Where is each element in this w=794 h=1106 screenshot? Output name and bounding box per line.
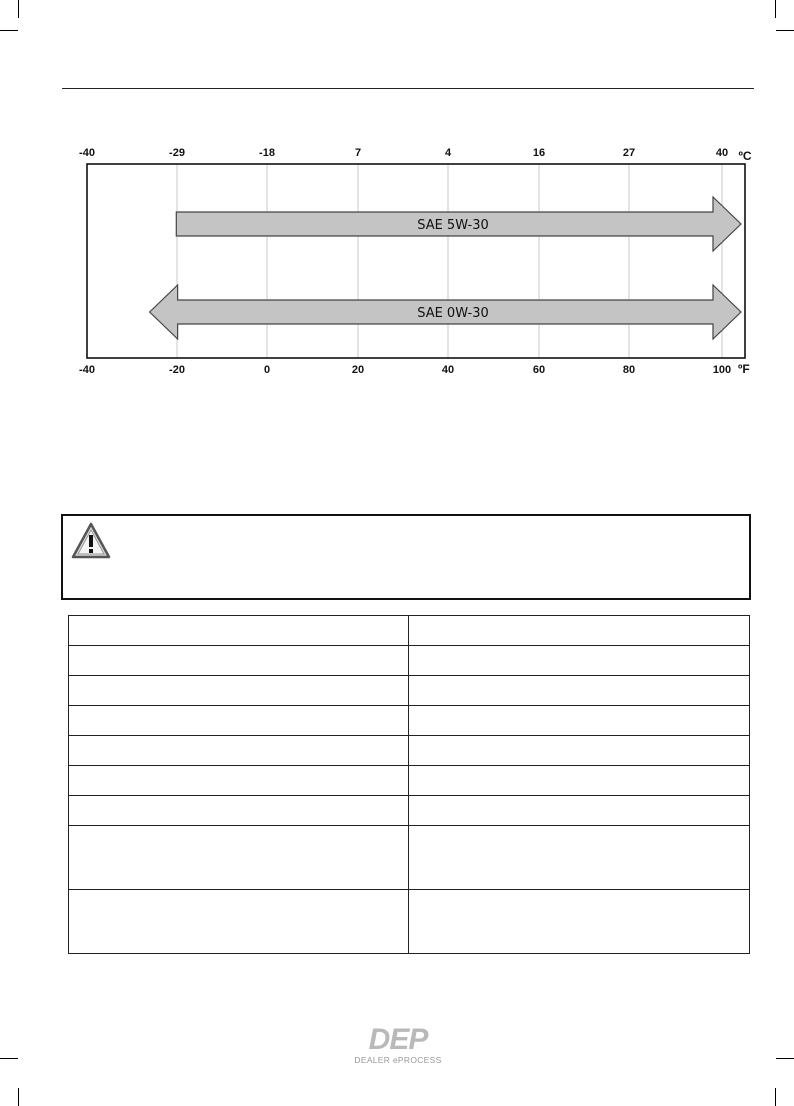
table-cell — [69, 890, 409, 954]
fahrenheit-tick-label: -40 — [79, 364, 95, 376]
chart-svg — [70, 140, 760, 385]
chart-frame — [87, 164, 745, 358]
table-cell — [69, 796, 409, 826]
table-cell — [69, 676, 409, 706]
table-row — [69, 676, 750, 706]
fahrenheit-tick-label: 100 — [712, 364, 732, 376]
crop-mark-bottom-left-v — [18, 1088, 19, 1106]
crop-mark-top-left-h — [0, 30, 18, 31]
celsius-tick-label: 16 — [532, 147, 546, 159]
celsius-tick-label: -29 — [169, 147, 185, 159]
viscosity-range-label: SAE 5W-30 — [417, 218, 489, 233]
celsius-tick-label: 4 — [444, 147, 452, 159]
table-cell — [69, 826, 409, 890]
fahrenheit-tick-label: 60 — [532, 364, 546, 376]
table-cell — [409, 646, 750, 676]
table-row — [69, 706, 750, 736]
crop-mark-top-right-h — [776, 30, 794, 31]
table-cell — [69, 736, 409, 766]
table-cell — [409, 826, 750, 890]
celsius-tick-label: 27 — [622, 147, 636, 159]
warning-box — [61, 514, 751, 600]
table-cell — [69, 616, 409, 646]
table-cell — [69, 646, 409, 676]
fahrenheit-unit-label: ºF — [738, 362, 750, 376]
table-cell — [69, 706, 409, 736]
dealer-eprocess-logo — [343, 1022, 453, 1066]
fahrenheit-tick-label: 0 — [263, 364, 271, 376]
crop-mark-top-left-v — [18, 0, 19, 18]
fahrenheit-tick-label: 40 — [441, 364, 455, 376]
table-cell — [409, 676, 750, 706]
celsius-unit-label: ºC — [738, 149, 752, 163]
header-rule — [62, 88, 754, 89]
celsius-tick-label: 7 — [354, 147, 362, 159]
table-row — [69, 646, 750, 676]
viscosity-temperature-chart — [70, 140, 760, 385]
table-cell — [409, 616, 750, 646]
celsius-tick-label: -18 — [259, 147, 275, 159]
crop-mark-bottom-right-v — [775, 1088, 776, 1106]
specification-table — [68, 615, 750, 954]
fahrenheit-tick-label: -20 — [169, 364, 185, 376]
table-row — [69, 766, 750, 796]
viscosity-range-label: SAE 0W-30 — [417, 306, 489, 321]
table-cell — [409, 736, 750, 766]
table-cell — [409, 796, 750, 826]
fahrenheit-tick-label: 80 — [622, 364, 636, 376]
crop-mark-top-right-v — [775, 0, 776, 18]
table-row — [69, 736, 750, 766]
table-cell — [409, 706, 750, 736]
table-cell — [409, 890, 750, 954]
crop-mark-bottom-left-h — [0, 1058, 18, 1059]
table-row — [69, 826, 750, 890]
celsius-tick-label: 40 — [715, 147, 729, 159]
table-cell — [69, 766, 409, 796]
fahrenheit-tick-label: 20 — [351, 364, 365, 376]
logo-main: DEP — [368, 1023, 428, 1056]
logo-sub: DEALER ePROCESS — [354, 1055, 442, 1065]
table-cell — [409, 766, 750, 796]
table-row — [69, 616, 750, 646]
table-row — [69, 890, 750, 954]
celsius-tick-label: -40 — [79, 147, 95, 159]
table-row — [69, 796, 750, 826]
crop-mark-bottom-right-h — [776, 1058, 794, 1059]
warning-triangle-icon — [71, 522, 111, 560]
